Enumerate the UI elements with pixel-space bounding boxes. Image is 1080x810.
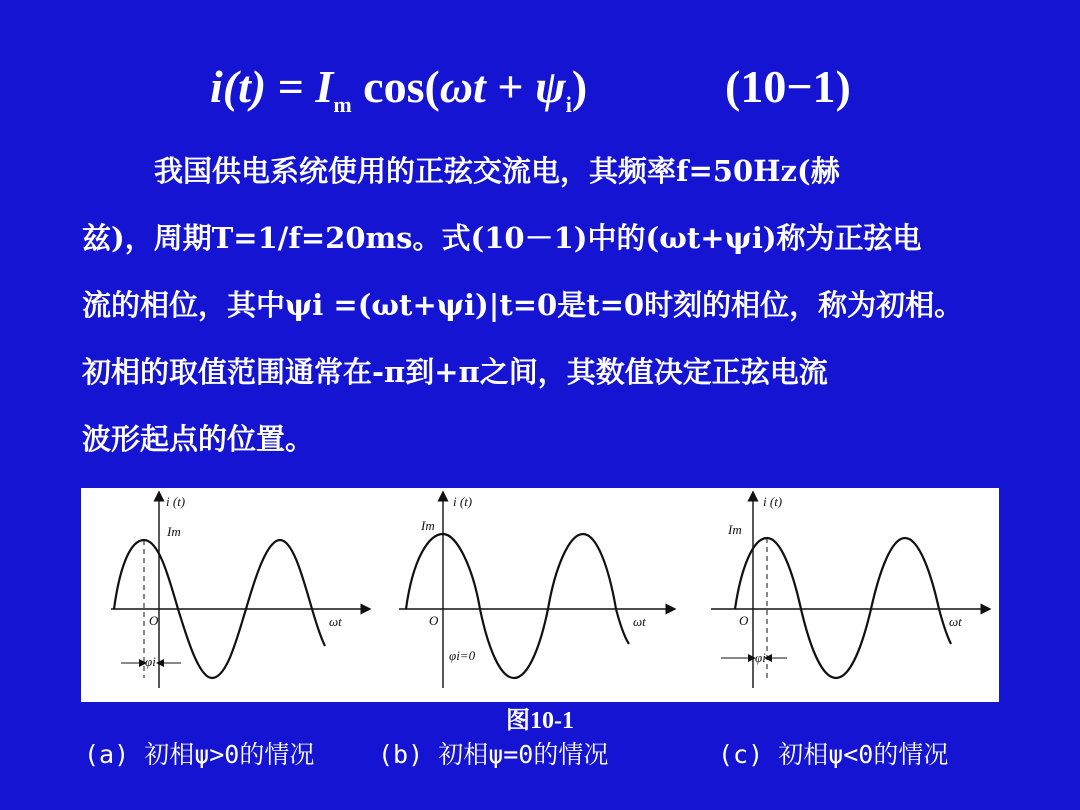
panel-a-origin-label: O: [149, 613, 159, 628]
panel-b-axis-y-label: i (t): [453, 494, 473, 509]
formula-t-arg: (t): [222, 61, 267, 112]
formula-plus: +: [485, 61, 536, 112]
paragraph-line-2: 兹)，周期T=1/f=20ms。式(10－1)中的(ωt+ψi)称为正弦电: [82, 221, 922, 255]
formula-m: m: [333, 92, 352, 117]
panel-c: [711, 494, 986, 688]
waveform-figure: [81, 488, 999, 702]
caption-a: (a) 初相ψ>0的情况: [84, 740, 315, 769]
paragraph: [82, 138, 1022, 473]
formula-omega-t: ωt: [439, 61, 486, 112]
figure-title: 图10-1: [506, 708, 574, 734]
caption-c: (c) 初相ψ<0的情况: [718, 740, 949, 769]
formula-i: i: [210, 61, 223, 112]
formula-I: I: [315, 61, 334, 112]
formula-equals: =: [266, 61, 316, 112]
panel-a: [111, 494, 366, 688]
panel-b-phase-label: φi=0: [449, 648, 476, 663]
panel-a-amplitude-label: Im: [167, 524, 181, 539]
paragraph-line-5: 波形起点的位置。: [82, 422, 315, 456]
panel-c-amplitude-label: Im: [728, 522, 742, 537]
caption-b: (b) 初相ψ=0的情况: [378, 740, 609, 769]
formula-close: ): [571, 61, 588, 112]
formula-psi-sub: i: [565, 92, 572, 117]
paragraph-line-3: 流的相位，其中ψi =(ωt+ψi)|t=0是t=0时刻的相位，称为初相。: [82, 288, 964, 322]
panel-c-phase-label: φi: [755, 650, 766, 665]
panel-a-axis-x-label: ωt: [329, 614, 342, 629]
panel-b-axis-x-label: ωt: [633, 614, 646, 629]
paragraph-line-1: 我国供电系统使用的正弦交流电，其频率f=50Hz(赫: [154, 154, 840, 188]
panel-b: [399, 494, 671, 688]
panel-b-wave: [406, 534, 629, 678]
panel-c-axis-y-label: i (t): [763, 494, 783, 509]
panel-a-axis-y-label: i (t): [166, 494, 186, 509]
panel-c-axis-x-label: ωt: [949, 614, 962, 629]
formula: [210, 60, 851, 118]
figure-box: [81, 488, 999, 702]
panel-b-origin-label: O: [429, 613, 439, 628]
panel-a-phase-label: φi: [145, 654, 156, 669]
formula-cos: cos(: [351, 61, 440, 112]
panel-b-amplitude-label: Im: [421, 518, 435, 533]
paragraph-line-4: 初相的取值范围通常在-π到+π之间，其数值决定正弦电流: [82, 355, 828, 389]
formula-psi: ψ: [535, 61, 566, 112]
panel-c-origin-label: O: [739, 613, 749, 628]
equation-number: (10−1): [725, 61, 851, 112]
